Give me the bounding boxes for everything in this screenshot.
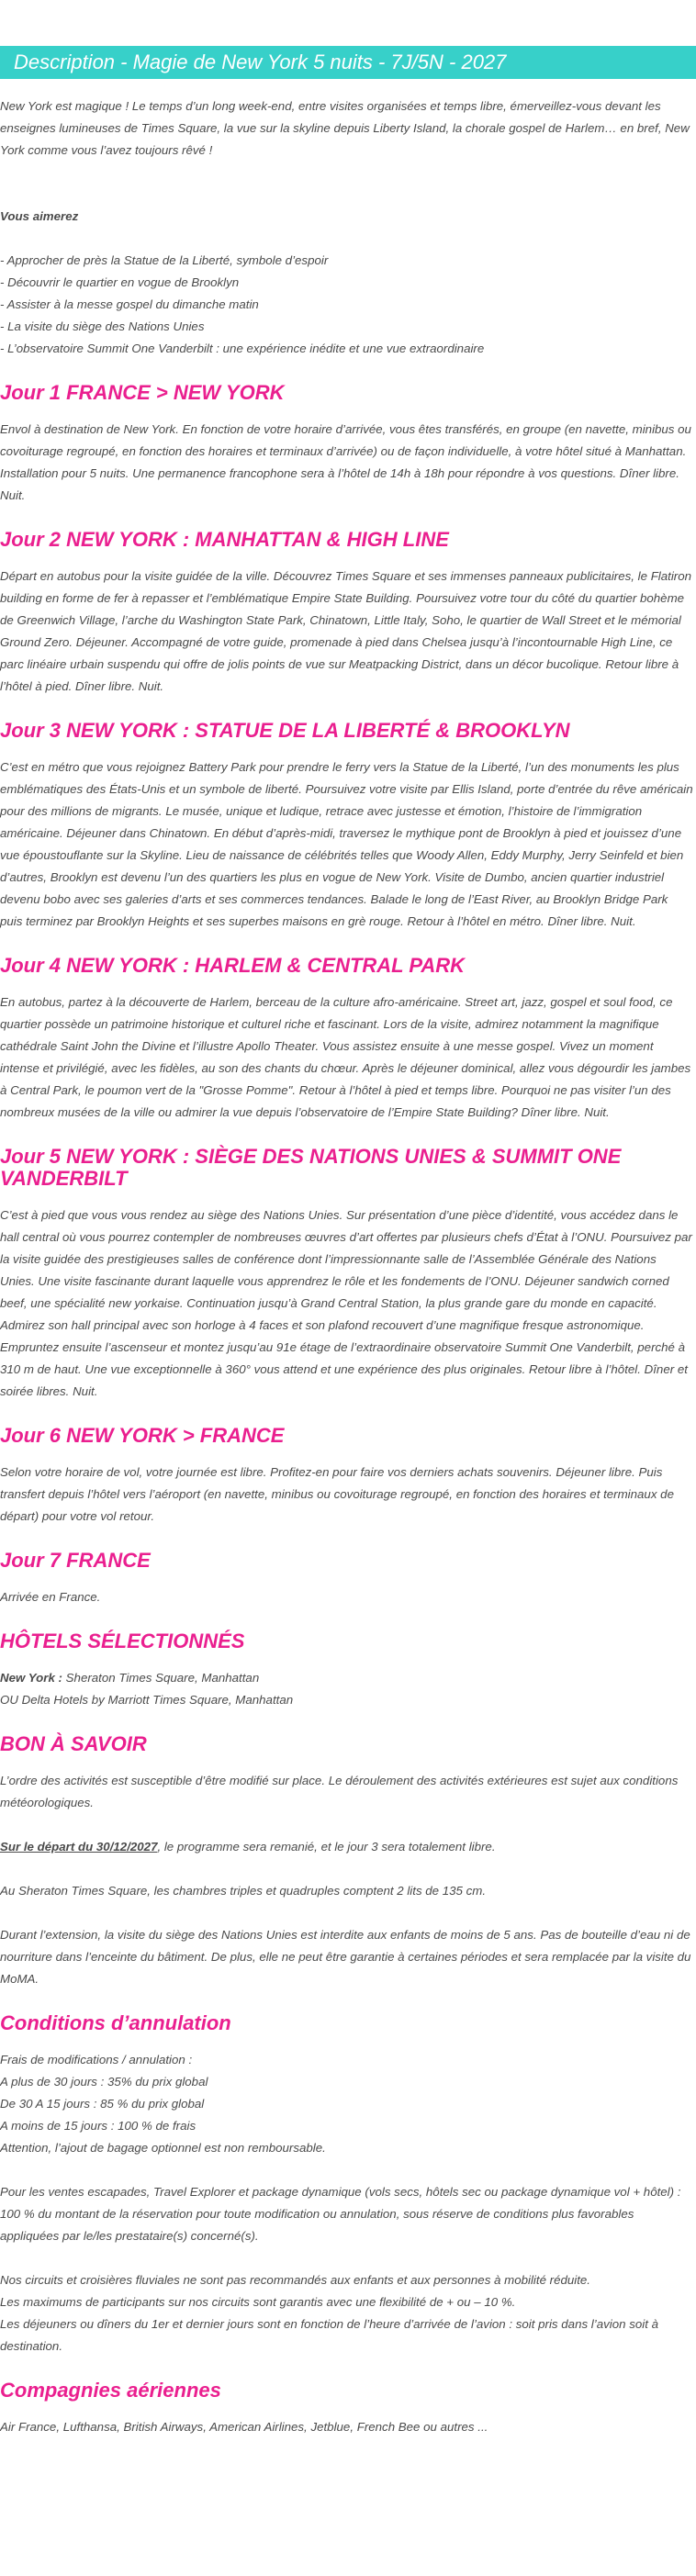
day-2-text: Départ en autobus pour la visite guidée de la ville. Découvrez Times Square et ses immenses panneaux publicitaires, le Flatiron building en forme de fer à repasser et l’emblématique Empire State Building. Poursuivez votre tour du côté du quartier bohème de Greenwich Village, l’arche du Washington State Park, Chinatown, Little Italy, Soho, le quartier de Wall Street et le mémorial Ground Zero. Déjeuner. Accompagné de votre guide, promenade à pied dans Chelsea jusqu’à l’incontournable High Line, ce parc linéaire urbain suspendu qui offre de jolis points de vue sur Meatpacking District, dans un décor bucolique. Retour libre à l’hôtel à pied. Dîner libre. Nuit. — [0, 569, 692, 693]
day-7-text: Arrivée en France. — [0, 1590, 101, 1604]
day-7-title: Jour 7 FRANCE — [0, 1549, 151, 1572]
cancel-line: De 30 A 15 jours : 85 % du prix global — [0, 2097, 205, 2111]
day-3-title: Jour 3 NEW YORK : STATUE DE LA LIBERTÉ & BROOKLYN — [0, 719, 570, 742]
main-content — [0, 95, 696, 2438]
know-paragraph-2: Sur le départ du 30/12/2027, le programme sera remanié, et le jour 3 sera totalement libre. — [0, 1840, 496, 1854]
love-item: - Découvrir le quartier en vogue de Brooklyn — [0, 275, 240, 289]
day-1-title: Jour 1 FRANCE > NEW YORK — [0, 381, 285, 404]
day-6-text: Selon votre horaire de vol, votre journée est libre. Profitez-en pour faire vos derniers achats souvenirs. Déjeuner libre. Puis transfert depuis l’hôtel vers l’aéroport (en navette, minibus ou covoiturage regroupé, en fonction des horaires et terminaux de départ) pour votre vol retour. — [0, 1465, 674, 1523]
hotels-title: HÔTELS SÉLECTIONNÉS — [0, 1630, 245, 1652]
love-item: - L’observatoire Summit One Vanderbilt : une expérience inédite et une vue extraordinaire — [0, 342, 485, 355]
cancel-line: Frais de modifications / annulation : — [0, 2053, 193, 2066]
cancel-note: Nos circuits et croisières fluviales ne sont pas recommandés aux enfants et aux personnes à mobilité réduite. — [0, 2273, 591, 2287]
know-paragraph-1: L’ordre des activités est susceptible d’être modifié sur place. Le déroulement des activités extérieures est sujet aux conditions météorologiques. — [0, 1774, 679, 1809]
cancel-note: Les déjeuners ou dîners du 1er et dernier jours sont en fonction de l’heure d’arrivée de l’avion : soit pris dans l’avion soit à destination. — [0, 2317, 658, 2353]
day-5-text: C’est à pied que vous vous rendez au siège des Nations Unies. Sur présentation d’une pièce d’identité, vous accédez dans le hall central où vous pourrez contempler de nombreuses œuvres d’art offertes par plusieurs chefs d’État à l’ONU. Poursuivez par la visite guidée des prestigieuses salles de conférence dont l’impressionnante salle de l’Assemblée Générale des Nations Unies. Une visite fascinante durant laquelle vous apprendrez le rôle et les fondements de l’ONU. Déjeuner sandwich corned beef, une spécialité new yorkaise. Continuation jusqu’à Grand Central Station, la plus grande gare du monde en capacité. Admirez son hall principal avec son horloge à 4 faces et son plafond recouvert d’une magnifique fresque astronomique. Empruntez ensuite l’ascenseur et montez jusqu’au 91e étage de l’extraordinaire observatoire Summit One Vanderbilt, perché à 310 m de haut. Une vue exceptionnelle à 360° vous attend et une expérience des plus originales. Retour libre à l’hôtel. Dîner et soirée libres. Nuit. — [0, 1208, 692, 1398]
cancel-fees-list — [0, 2049, 693, 2159]
cancel-paragraph-2: Pour les ventes escapades, Travel Explorer et package dynamique (vols secs, hôtels sec ou package dynamique vol + hôtel) : 100 % du montant de la réservation pour toute modification ou annulation, sous réserve de conditions plus favorables appliquées par le/les prestataire(s) concerné(s). — [0, 2185, 681, 2243]
day-1-text: Envol à destination de New York. En fonction de votre horaire d’arrivée, vous êtes transférés, en groupe (en navette, minibus ou covoiturage regroupé, en fonction des horaires et terminaux d’arrivée) ou de façon individuelle, à votre hôtel situé à Manhattan. Installation pour 5 nuits. Une permanence francophone sera à l’hôtel de 14h à 18h pour répondre à vos questions. Dîner libre. Nuit. — [0, 422, 691, 502]
day-5-title: Jour 5 NEW YORK : SIÈGE DES NATIONS UNIES & SUMMIT ONE VANDERBILT — [0, 1145, 622, 1190]
cancel-line: A moins de 15 jours : 100 % de frais — [0, 2119, 196, 2133]
hotels-label: New York : — [0, 1671, 62, 1685]
page-title-banner: Description - Magie de New York 5 nuits - 7J/5N - 2027 — [0, 46, 696, 79]
know-date-highlight: Sur le départ du 30/12/2027 — [0, 1840, 158, 1854]
know-paragraph-3: Au Sheraton Times Square, les chambres triples et quadruples comptent 2 lits de 135 cm. — [0, 1884, 487, 1898]
love-item: - La visite du siège des Nations Unies — [0, 319, 205, 333]
cancel-line: Attention, l’ajout de bagage optionnel est non remboursable. — [0, 2141, 326, 2155]
know-title: BON À SAVOIR — [0, 1732, 147, 1755]
day-4-title: Jour 4 NEW YORK : HARLEM & CENTRAL PARK — [0, 954, 466, 977]
day-4-text: En autobus, partez à la découverte de Harlem, berceau de la culture afro-américaine. Street art, jazz, gospel et soul food, ce quartier possède un patrimoine historique et culturel riche et fascinant. Lors de la visite, admirez notamment la magnifique cathédrale Saint John the Divine et l’illustre Apollo Theater. Vous assistez ensuite à une messe gospel. Vivez un moment intense et privilégié, avec les fidèles, au son des chants du chœur. Après le déjeuner dominical, allez vous dégourdir les jambes à Central Park, le poumon vert de la "Grosse Pomme". Retour à l’hôtel à pied et temps libre. Pourquoi ne pas visiter l’un des nombreux musées de la ville ou admirer la vue depuis l’observatoire de l’Empire State Building? Dîner libre. Nuit. — [0, 995, 691, 1119]
love-item: - Approcher de près la Statue de la Liberté, symbole d’espoir — [0, 253, 329, 267]
airlines-title: Compagnies aériennes — [0, 2379, 221, 2402]
cancel-notes — [0, 2269, 693, 2358]
know-paragraph-4: Durant l’extension, la visite du siège des Nations Unies est interdite aux enfants de moins de 5 ans. Pas de bouteille d’eau ni de nourriture dans l’enceinte du bâtiment. De plus, elle ne peut être garantie à certaines périodes et sera remplacée par la visite du MoMA. — [0, 1928, 691, 1986]
hotels-option-1: Sheraton Times Square, Manhattan — [62, 1671, 260, 1685]
day-6-title: Jour 6 NEW YORK > FRANCE — [0, 1424, 285, 1447]
love-list — [0, 250, 693, 360]
hotels-line-1 — [0, 1667, 693, 1689]
cancel-line: A plus de 30 jours : 35% du prix global — [0, 2075, 208, 2089]
hotels-line-2: OU Delta Hotels by Marriott Times Square, Manhattan — [0, 1693, 294, 1707]
love-item: - Assister à la messe gospel du dimanche matin — [0, 297, 259, 311]
intro-paragraph: New York est magique ! Le temps d’un long week-end, entre visites organisées et temps libre, émerveillez-vous devant les enseignes lumineuses de Times Square, la vue sur la skyline depuis Liberty Island, la chorale gospel de Harlem… en bref, New York comme vous l’avez toujours rêvé ! — [0, 99, 690, 157]
love-heading: Vous aimerez — [0, 209, 79, 223]
day-2-title: Jour 2 NEW YORK : MANHATTAN & HIGH LINE — [0, 528, 449, 551]
cancel-note: Les maximums de participants sur nos circuits sont garantis avec une flexibilité de + ou – 10 %. — [0, 2295, 516, 2309]
cancel-title: Conditions d’annulation — [0, 2011, 231, 2034]
day-3-text: C’est en métro que vous rejoignez Battery Park pour prendre le ferry vers la Statue de la Liberté, l’un des monuments les plus emblématiques des États-Unis et un symbole de liberté. Poursuivez votre visite par Ellis Island, porte d’entrée du rêve américain pour des millions de migrants. Le musée, unique et ludique, retrace avec justesse et émotion, l’histoire de l’immigration américaine. Déjeuner dans Chinatown. En début d’après-midi, traversez le mythique pont de Brooklyn à pied et jouissez d’une vue époustouflante sur la Skyline. Lieu de naissance de célébrités telles que Woody Allen, Eddy Murphy, Jerry Seinfeld et bien d’autres, Brooklyn est devenu l’un des quartiers les plus en vogue de New York. Visite de Dumbo, ancien quartier industriel devenu bobo avec ses galeries d’arts et ses commerces tendances. Balade le long de l’East River, au Brooklyn Bridge Park puis terminez par Brooklyn Heights et ses superbes maisons en grè rouge. Retour à l’hôtel en métro. Dîner libre. Nuit. — [0, 760, 693, 928]
airlines-text: Air France, Lufthansa, British Airways, American Airlines, Jetblue, French Bee ou autres ... — [0, 2420, 488, 2434]
